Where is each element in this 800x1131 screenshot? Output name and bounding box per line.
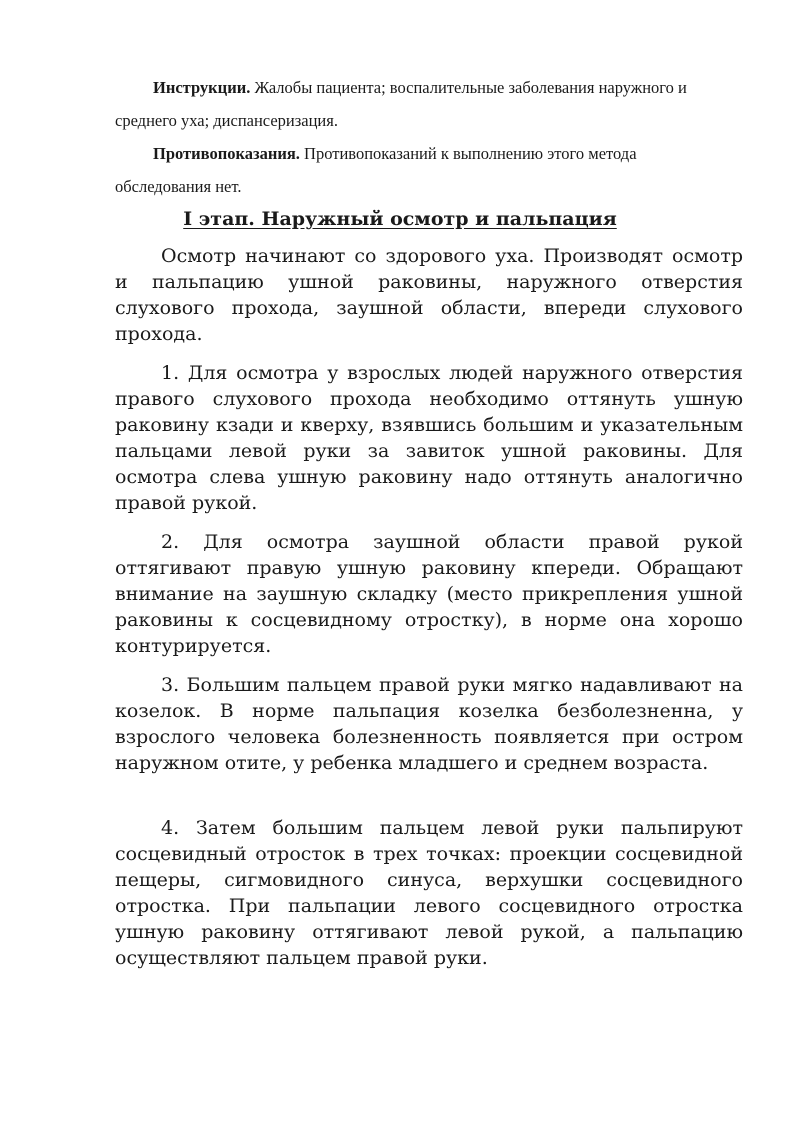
intro-paragraph: Осмотр начинают со здорового уха. Производят осмотр и пальпацию ушной раковины, наружного отверстия слухового прохода, заушной области, впереди слухового прохода. [115,245,743,345]
instructions-text: Жалобы пациента; воспалительные заболевания наружного и среднего уха; диспансеризация. [115,78,687,130]
contraindications-text: Противопоказаний к выполнению этого метода обследования нет. [115,144,637,196]
stage-heading-text: I этап. Наружный осмотр и пальпация [183,208,617,230]
step-2-paragraph: 2. Для осмотра заушной области правой рукой оттягивают правую ушную раковину кпереди. Обращают внимание на заушную складку (место прикрепления ушной раковины к сосцевидному отростку), в норме она хорошо контурируется. [115,531,743,657]
instructions-paragraph [115,71,715,137]
contraindications-paragraph [115,137,715,203]
stage-heading [0,203,800,235]
step-1-paragraph: 1. Для осмотра у взрослых людей наружного отверстия правого слухового прохода необходимо оттянуть ушную раковину кзади и кверху, взявшись большим и указательным пальцами левой руки за завиток ушной раковины. Для осмотра слева ушную раковину надо оттянуть аналогично правой рукой. [115,362,743,514]
step-4-paragraph: 4. Затем большим пальцем левой руки пальпируют сосцевидный отросток в трех точках: проекции сосцевидной пещеры, сигмовидного синуса, верхушки сосцевидного отростка. При пальпации левого сосцевидного отростка ушную раковину оттягивают левой рукой, а пальпацию осуществляют пальцем правой руки. [115,817,743,969]
contraindications-label: Противопоказания. [153,144,300,163]
step-3-paragraph: 3. Большим пальцем правой руки мягко надавливают на козелок. В норме пальпация козелка безболезненна, у взрослого человека болезненность появляется при остром наружном отите, у ребенка младшего и среднем возраста. [115,674,743,774]
instructions-label: Инструкции. [153,78,251,97]
